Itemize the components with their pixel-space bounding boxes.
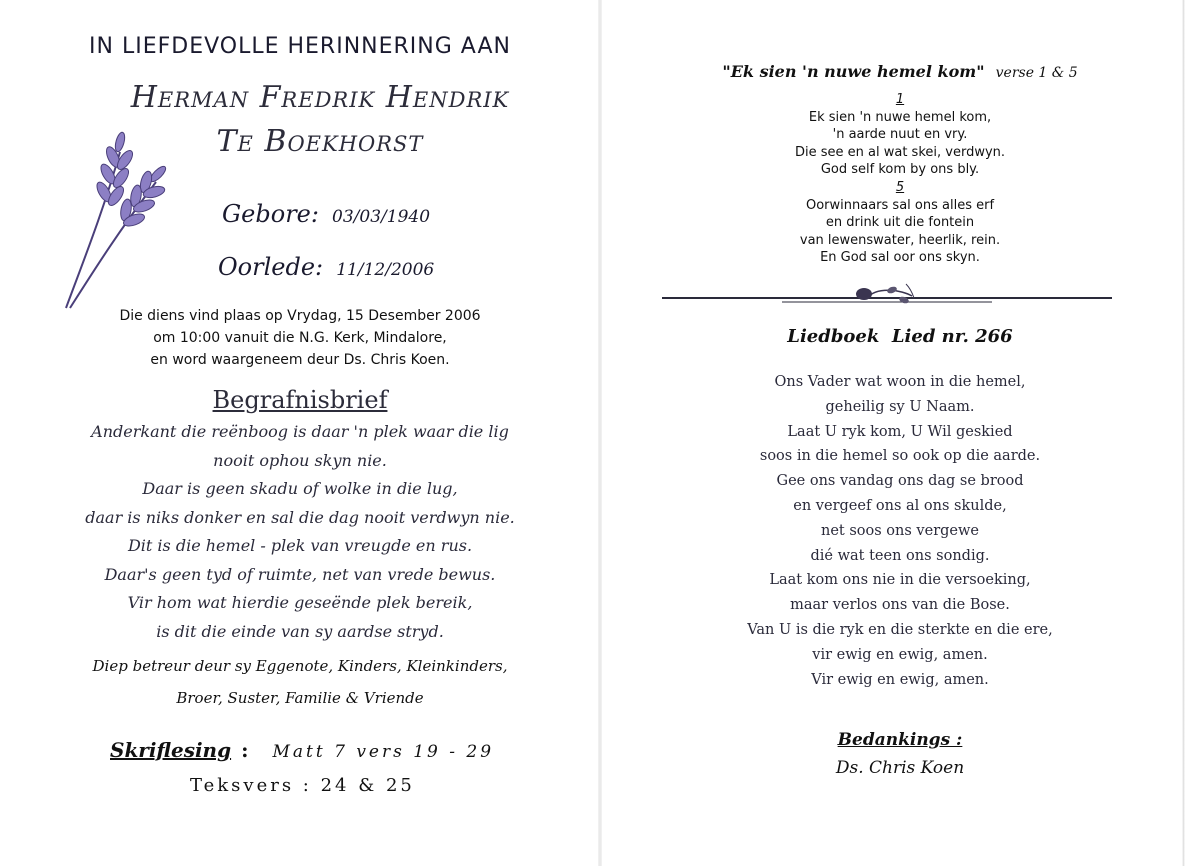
service-details: [0, 305, 600, 371]
hymn-verses-text: [600, 91, 1200, 267]
verse-line: 'n aarde nuut en vry.: [832, 127, 968, 143]
poem-title: Begrafnisbrief: [212, 386, 388, 414]
verse-number: 1: [895, 92, 905, 107]
reading-reference: Matt 7 vers 19 - 29: [272, 742, 495, 762]
rose-divider-icon: [662, 276, 1112, 316]
mourners-line: Diep betreur deur sy Eggenote, Kinders, Kleinkinders,: [92, 657, 508, 675]
verse-line: Ek sien 'n nuwe hemel kom,: [808, 109, 992, 125]
mourners: [0, 650, 600, 714]
prayer-line: Vir ewig en ewig, amen.: [811, 671, 989, 688]
verse-line: Die see en al wat skei, verdwyn.: [794, 144, 1006, 160]
lords-prayer: [600, 370, 1200, 692]
prayer-line: en vergeef ons al ons skulde,: [793, 497, 1007, 514]
died-row: [218, 253, 434, 281]
scripture-reading: [110, 738, 530, 762]
thanks-name: Ds. Chris Koen: [835, 758, 965, 778]
poem-line: Dit is die hemel - plek van vreugde en rus.: [127, 536, 473, 555]
hymn-title-text: "Ek sien 'n nuwe hemel kom": [722, 62, 985, 81]
deceased-name-line1: Herman Fredrik Hendrik: [130, 80, 510, 115]
verse-line: God self kom by ons bly.: [820, 162, 980, 178]
verse-line: en drink uit die fontein: [825, 215, 975, 231]
service-line: om 10:00 vanuit die N.G. Kerk, Mindalore,: [153, 330, 447, 346]
service-line: en word waargeneem deur Ds. Chris Koen.: [150, 352, 450, 368]
prayer-line: vir ewig en ewig, amen.: [812, 646, 988, 663]
poem: [20, 418, 580, 646]
born-date: 03/03/1940: [332, 207, 431, 227]
born-row: [222, 200, 430, 228]
prayer-line: Laat U ryk kom, U Wil geskied: [787, 423, 1013, 440]
prayer-line: Gee ons vandag ons dag se brood: [776, 473, 1024, 490]
prayer-line: dié wat teen ons sondig.: [810, 547, 990, 564]
verse-line: van lewenswater, heerlik, rein.: [799, 232, 1001, 248]
prayer-line: geheilig sy U Naam.: [825, 398, 975, 415]
memorial-heading: IN LIEFDEVOLLE HERINNERING AAN: [89, 34, 511, 59]
service-line: Die diens vind plaas op Vrydag, 15 Desember 2006: [119, 308, 481, 324]
prayer-line: Ons Vader wat woon in die hemel,: [774, 374, 1026, 390]
verse-line: Oorwinnaars sal ons alles erf: [805, 197, 995, 213]
hymn-title: [600, 62, 1200, 81]
hymn-book-title: Liedboek Lied nr. 266: [787, 326, 1013, 347]
verse-number: 5: [895, 179, 905, 195]
born-label: Gebore:: [222, 200, 319, 228]
poem-line: Anderkant die reënboog is daar 'n plek waar die lig: [91, 422, 509, 441]
mourners-line: Broer, Suster, Familie & Vriende: [176, 689, 424, 707]
died-label: Oorlede:: [218, 253, 324, 281]
prayer-line: maar verlos ons van die Bose.: [790, 597, 1010, 614]
reading-label: Skriflesing: [110, 738, 232, 762]
poem-line: Vir hom wat hierdie geseënde plek bereik,: [127, 593, 473, 612]
poem-line: is dit die einde van sy aardse stryd.: [156, 621, 444, 641]
wheat-ornament-icon: [58, 112, 178, 312]
prayer-line: soos in die hemel so ook op die aarde.: [759, 448, 1041, 465]
died-date: 11/12/2006: [336, 260, 435, 280]
reading-colon: :: [241, 738, 249, 762]
hymn-verses: verse 1 & 5: [995, 65, 1078, 81]
right-page: [600, 0, 1200, 866]
text-verse: Teksvers : 24 & 25: [190, 775, 415, 796]
poem-line: Daar's geen tyd of ruimte, net van vrede bewus.: [104, 564, 496, 584]
deceased-name-line2: Te Boekhorst: [216, 124, 424, 159]
poem-line: nooit ophou skyn nie.: [213, 450, 387, 470]
poem-line: Daar is geen skadu of wolke in die lug,: [142, 479, 458, 498]
verse-line: En God sal oor ons skyn.: [820, 250, 980, 266]
prayer-line: net soos ons vergewe: [821, 522, 979, 539]
prayer-line: Van U is die ryk en die sterkte en die ere,: [747, 621, 1053, 638]
thanks-label: Bedankings :: [837, 730, 963, 750]
prayer-line: Laat kom ons nie in die versoeking,: [769, 572, 1031, 589]
poem-line: daar is niks donker en sal die dag nooit verdwyn nie.: [85, 507, 515, 527]
